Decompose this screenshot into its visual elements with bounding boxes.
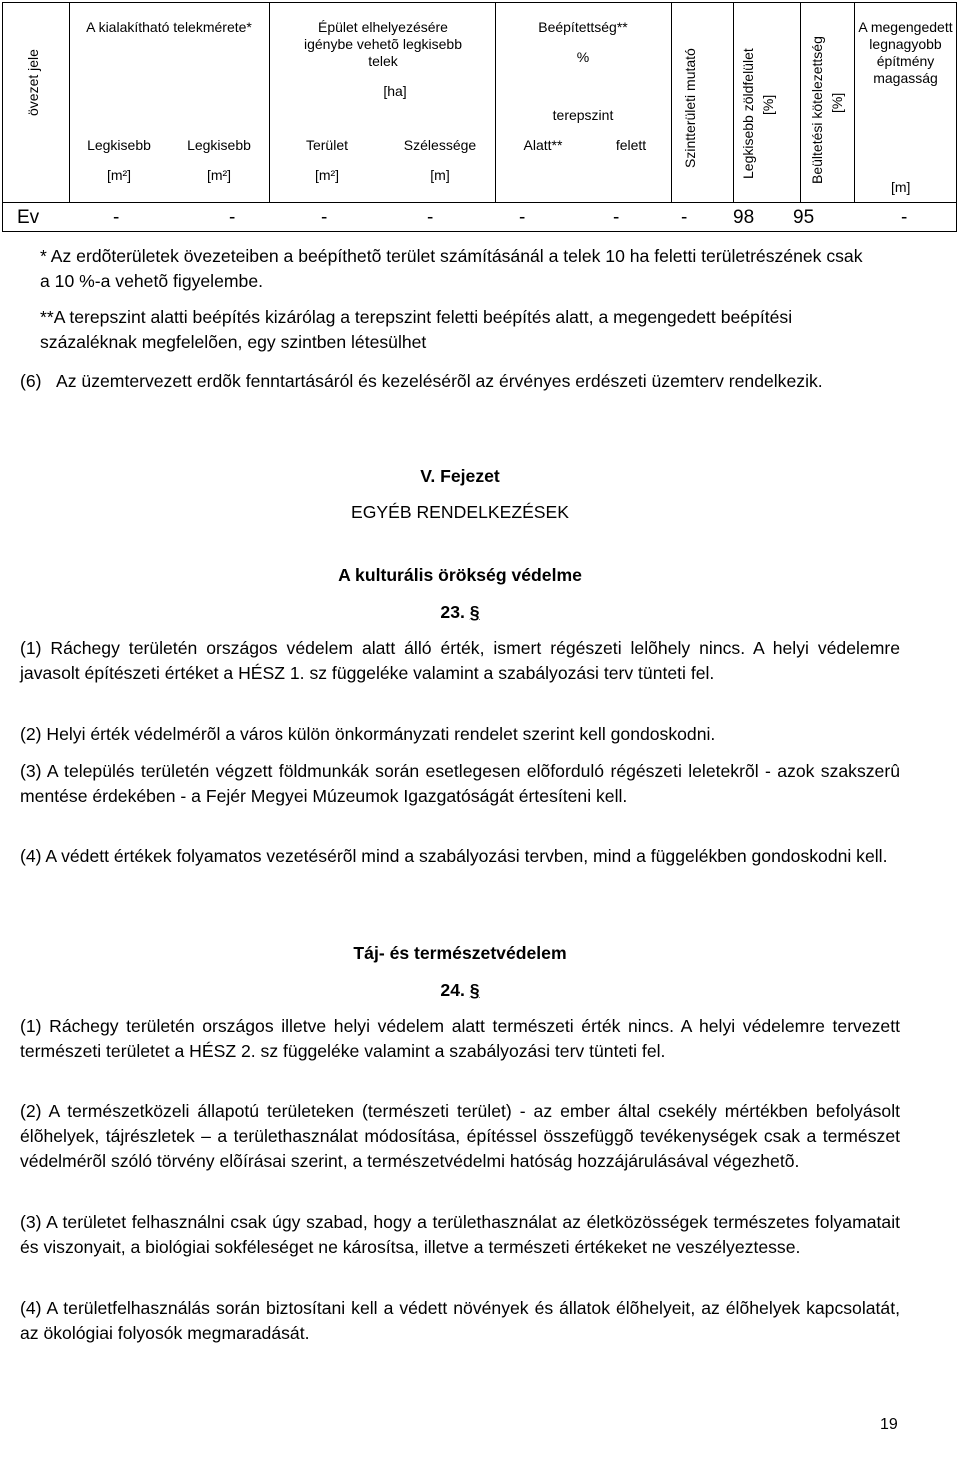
section-23-heading: A kulturális örökség védelme [338,565,582,585]
cell-alatt: - [519,207,526,228]
header-szintteruleti: Szintterületi mutató [682,48,698,168]
section-24-p1: (1) Ráchegy területén országos illetve helyi védelem alatt természeti érték nincs. A helyi védelemre tervezett természeti területet a HÉSZ 2. sz függeléke valamint a szabályozási terv tünteti fel. [20,1016,900,1061]
chapter-title: EGYÉB RENDELKEZÉSEK [350,502,570,522]
zone-table [2,2,957,232]
cell-legkisebb-1: - [113,207,120,228]
header-terulet: Terület [305,137,349,153]
header-alatt: Alatt** [523,137,563,153]
header-magassag-unit: [m] [891,179,911,195]
header-epulet-unit-ha: [ha] [383,83,407,99]
header-magassag: A megengedett legnagyobb építmény magasság [858,19,953,86]
header-zoldfelulet: Legkisebb zöldfelület [740,48,756,179]
header-terulet-unit: [m²] [314,167,340,183]
header-felett: felett [615,137,647,153]
footnote-2: **A terepszint alatti beépítés kizárólag a terepszint feletti beépítés alatt, a megengedett beépítési százaléknak megfelelõen, egy szintben létesülhet [40,307,793,352]
section-24-p4: (4) A területfelhasználás során biztosítani kell a védett növények és állatok élõhelyeit, az élõhelyek kapcsolatát, az ökológiai folyosók megmaradását. [20,1298,900,1343]
section-23-p4: (4) A védett értékek folyamatos vezetésérõl mind a szabályozási tervben, mind a függelékben gondoskodni kell. [20,846,888,866]
table-row [3,203,956,233]
header-telekmeret: A kialakítható telekmérete* [86,19,252,35]
section-24-p3: (3) A területet felhasználni csak úgy szabad, hogy a területhasználat az életközösségek természetes folyamatait és viszonyait, a biológiai sokféleséget ne károsítsa, illetve a természeti értékeket ne veszélyeztesse. [20,1212,900,1257]
cell-terulet: - [321,207,328,228]
cell-felett: - [613,207,620,228]
header-beultetesi: Beültetési kötelezettség [809,36,825,184]
header-terepszint: terepszint [552,107,614,123]
header-beepitettseg-pct: % [576,49,590,65]
header-ovezet-jele: övezet jele [25,49,41,116]
section-24-number [0,978,920,1003]
header-szelesseg: Szélessége [403,137,477,153]
cell-legkisebb-2: - [229,207,236,228]
section-24-p2: (2) A természetközeli állapotú területeken (természeti terület) - az ember által csekély mértékben befolyásolt élõhelyek, tájrészletek – a területhasználat módosítása, építéssel összefüggõ tevékenységek csak a természet védelmérõl szóló törvény elõírásai szerint, a természetvédelmi hatóság hozzájárulásával végezhetõ. [20,1101,900,1171]
header-epulet-elhelyezes: Épület elhelyezésére igénybe vehetõ legkisebb telek [303,19,462,69]
section-23-sign: § [469,602,480,622]
header-szelesseg-unit: [m] [430,167,450,183]
cell-beultetesi: 95 [793,207,815,228]
cell-szelesseg: - [427,207,434,228]
cell-zoldfelulet: 98 [733,207,755,228]
para-6-text: Az üzemtervezett erdõk fenntartásáról és kezelésérõl az érvényes erdészeti üzemterv rendelkezik. [56,371,823,391]
section-24-sign: § [469,980,480,1000]
header-legkisebb-2: Legkisebb [187,137,251,153]
section-23-number [0,600,920,625]
header-zoldfelulet-unit: [%] [760,94,776,115]
para-6-number: (6) [20,371,42,391]
header-legkisebb-2-unit: [m²] [206,167,232,183]
cell-zone-code: Ev [17,207,40,228]
cell-szintteruleti: - [681,207,688,228]
header-beepitettseg: Beépítettség** [538,19,628,35]
section-24-heading: Táj- és természetvédelem [353,943,567,963]
header-legkisebb-1: Legkisebb [87,137,151,153]
section-23-p1: (1) Ráchegy területén országos védelem alatt álló érték, ismert régészeti lelõhely nincs. A helyi védelemre javasolt építészeti értéket a HÉSZ 1. sz függeléke valamint a szabályozási terv tünteti fel. [20,638,900,683]
section-23-p3: (3) A település területén végzett földmunkák során esetlegesen elõforduló régészeti leletekrõl - azok szakszerû mentése érdekében - a Fejér Megyei Múzeumok Igazgatóságát értesíteni kell. [20,761,900,806]
chapter-number: V. Fejezet [420,466,500,486]
footnote-1: * Az erdõterületek övezeteiben a beépíthetõ terület számításánál a telek 10 ha feletti területrészének csak a 10 %-a vehetõ figyelembe. [40,246,863,291]
cell-magassag: - [901,207,908,228]
page-number: 19 [880,1416,898,1433]
section-23-num-text: 23. [440,602,465,622]
section-23-p2: (2) Helyi érték védelmérõl a város külön önkormányzati rendelet szerint kell gondoskodni. [20,724,716,744]
section-24-num-text: 24. [440,980,465,1000]
header-legkisebb-1-unit: [m²] [106,167,132,183]
header-beultetesi-unit: [%] [829,92,845,113]
